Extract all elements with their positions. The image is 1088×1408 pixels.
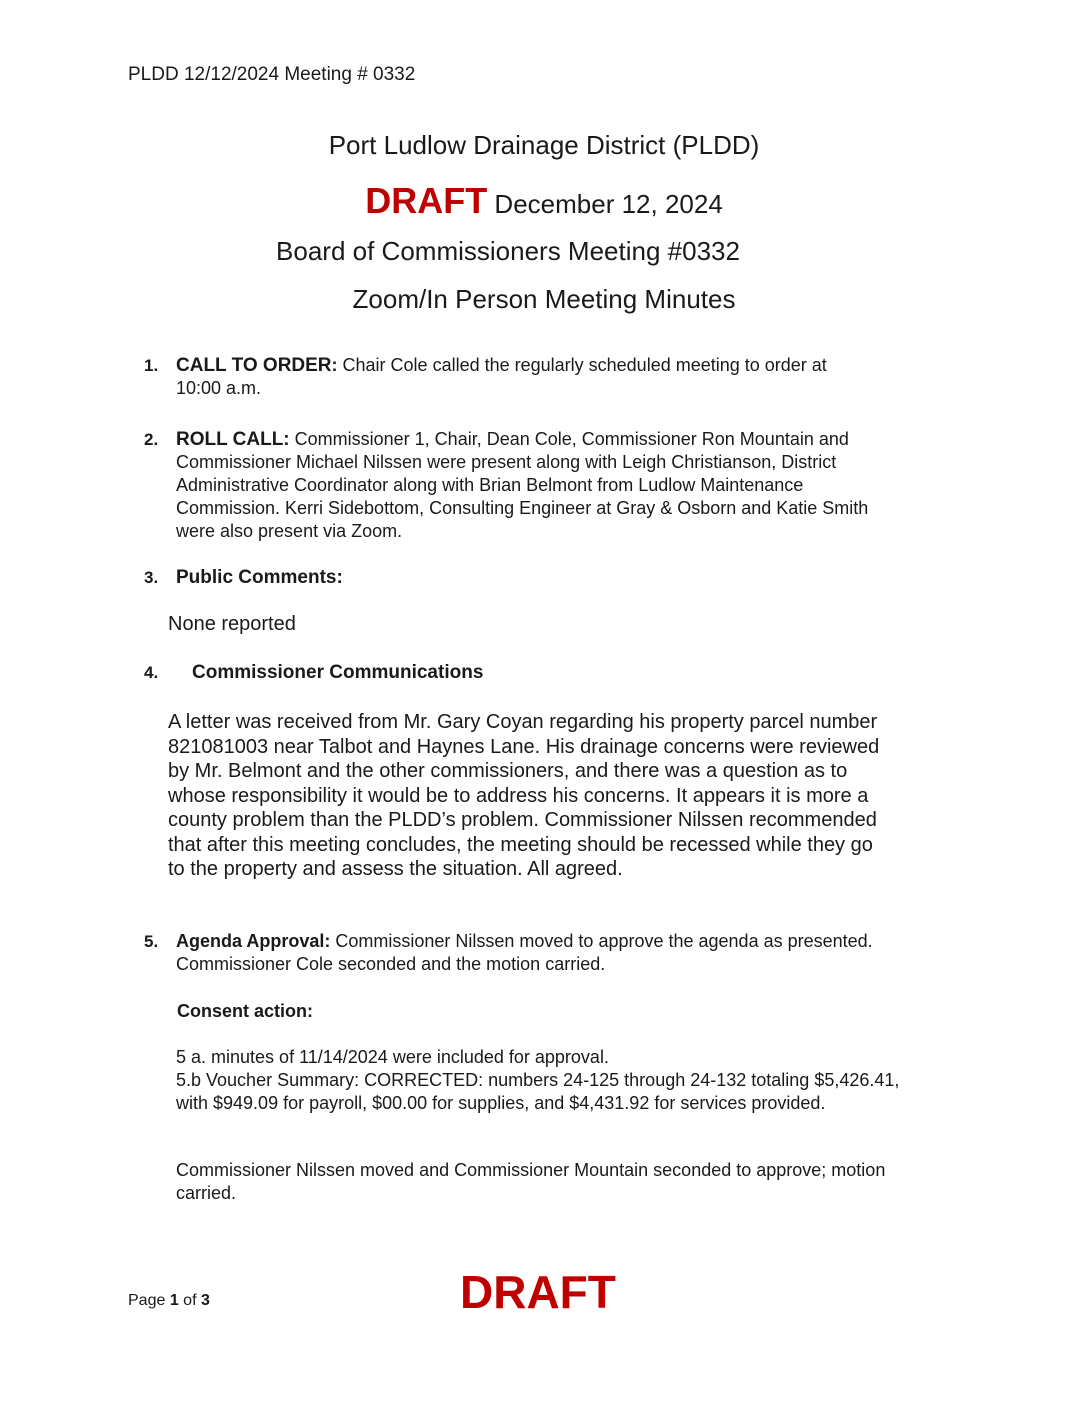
section-agenda-approval [144, 930, 874, 976]
public-comments-text: None reported [168, 613, 296, 635]
section-text: Commissioner 1, Chair, Dean Cole, Commissioner Ron Mountain and Commissioner Michael Nilssen were present along with Leigh Christianson, District Administrative Coordinator along with Brian Belmont from Ludlow Maintenance Commission. Kerri Sidebottom, Consulting Engineer at Gray & Osborn and Katie Smith were also present via Zoom. [176, 429, 869, 541]
section-commissioner-communications [144, 661, 874, 684]
page-number [128, 1292, 210, 1310]
consent-item-voucher: 5.b Voucher Summary: CORRECTED: numbers 24-125 through 24-132 totaling $5,426.41, with $949.09 for payroll, $00.00 for supplies, and $4,431.92 for services provided. [176, 1070, 900, 1113]
section-roll-call [144, 428, 874, 543]
draft-label: DRAFT [365, 180, 488, 221]
section-number: 5. [144, 932, 159, 951]
running-header: PLDD 12/12/2024 Meeting # 0332 [128, 64, 416, 85]
consent-action-heading: Consent action: [177, 1001, 314, 1021]
consent-item-minutes: 5 a. minutes of 11/14/2024 were included for approval. [176, 1047, 609, 1067]
section-text: Commissioner Nilssen moved to approve the agenda as presented. Commissioner Cole seconded and the motion carried. [176, 931, 873, 974]
section-number: 1. [144, 356, 159, 375]
page-current: 1 [169, 1292, 179, 1309]
section-number: 3. [144, 568, 159, 587]
page-total: 3 [200, 1292, 210, 1309]
section-text: Chair Cole called the regularly scheduled meeting to order at 10:00 a.m. [176, 355, 827, 398]
page-prefix: Page [128, 1292, 170, 1309]
section-heading: ROLL CALL: [176, 429, 290, 450]
section-heading: Commissioner Communications [192, 662, 484, 683]
consent-items [176, 1046, 916, 1115]
org-title: Port Ludlow Drainage District (PLDD) [328, 130, 760, 160]
meeting-date: December 12, 2024 [494, 189, 723, 219]
minutes-title: Zoom/In Person Meeting Minutes [352, 284, 736, 314]
heading-colon: : [331, 355, 338, 375]
section-public-comments [144, 566, 874, 589]
section-number: 4. [144, 663, 159, 682]
page-of: of [178, 1292, 201, 1309]
section-heading: Public Comments: [176, 567, 343, 588]
draft-date-line [0, 180, 1088, 222]
section-heading: CALL TO ORDER [176, 355, 332, 376]
footer-draft-mark: DRAFT [460, 1266, 616, 1310]
section-number: 2. [144, 430, 159, 449]
consent-motion: Commissioner Nilssen moved and Commissioner Mountain seconded to approve; motion carried. [176, 1160, 886, 1203]
section-call-to-order [144, 354, 874, 400]
meeting-title: Board of Commissioners Meeting #0332 [276, 236, 740, 266]
communications-text: A letter was received from Mr. Gary Coyan regarding his property parcel number 821081003 near Talbot and Haynes Lane. His drainage concerns were reviewed by Mr. Belmont and the other commissioners, and there was a question as to whose responsibility it would be to address his concerns. It appears it is more a county problem than the PLDD’s problem. Commissioner Nilssen recommended that after this meeting concludes, the meeting should be recessed while they go to the property and assess the situation. All agreed. [168, 711, 880, 880]
section-heading: Agenda Approval: [176, 931, 331, 951]
